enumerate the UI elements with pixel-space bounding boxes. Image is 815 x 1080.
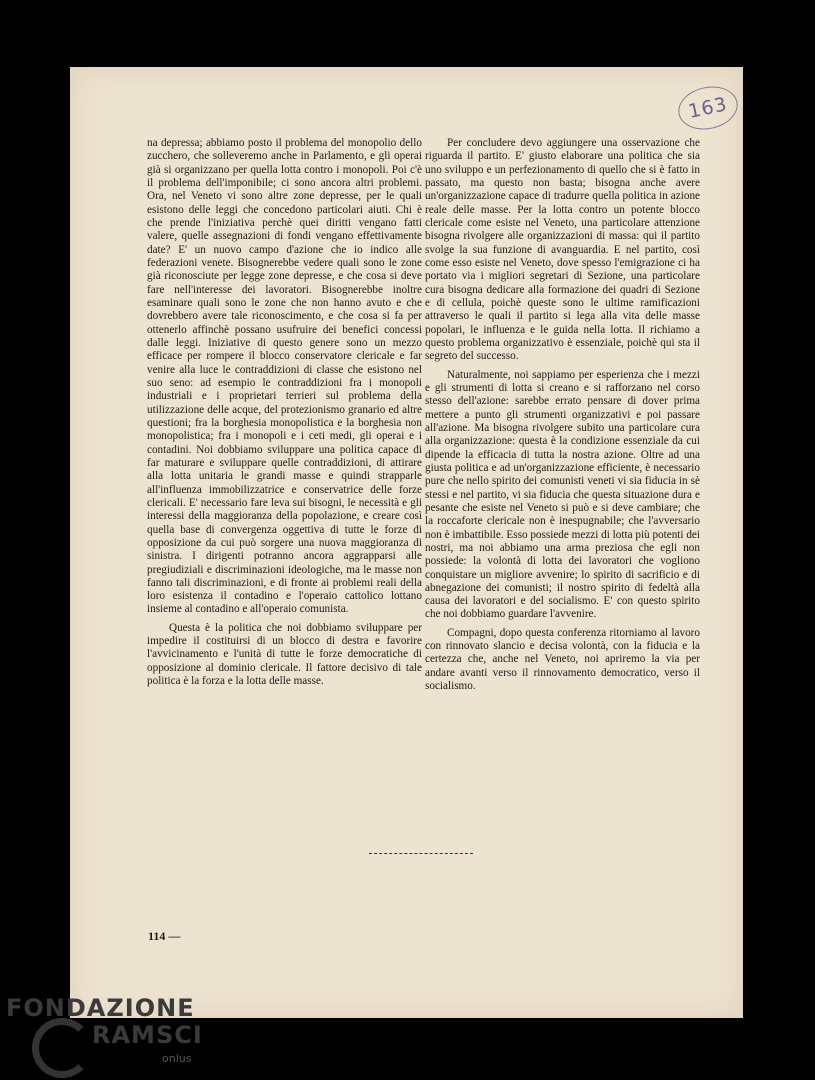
paragraph: na depressa; abbiamo posto il problema del monopolio dello zucchero, che solleveremo anche in Parlamento, e gli operai già si organizzano per quella lotta contro i monopoli. Poi c'è il problema dell'imponibile; ci sono ancora altri problemi. Ora, nel Veneto vi sono altre zone depresse, per le quali esistono delle leggi che concedono particolari aiuti. Chi è che prende l'iniziativa perchè quei diritti vengano fatti valere, quelle assegnazioni di fondi vengano effettivamente date? E' un nuovo campo d'azione che io indico alle federazioni venete. Bisognerebbe vedere quali sono le zone già riconosciute per legge zone depresse, e che cosa si deve fare nell'interesse dei lavoratori. Bisognerebbe inoltre esaminare quali sono le zone che non hanno avuto e che dovrebbero avere tale riconoscimento, e che cosa si fa per ottenerlo affinchè possano usufruire dei benefici concessi dalle leggi. Iniziative di questo genere sono un mezzo efficace per rompere il blocco conservatore clericale e far venire alla luce le contraddizioni di classe che esistono nel suo seno: ad esempio le contraddizioni fra i monopoli industriali e i proprietari terrieri sul problema della utilizzazione delle acque, del protezionismo granario ed altre questioni; fra la borghesia monopolistica e la borghesia non monopolistica; fra i monopoli e i ceti medi, gli operai e i contadini. Noi dobbiamo sviluppare una politica capace di far maturare e sviluppare quelle contraddizioni, di attirare alla lotta unitaria le grandi masse e quindi strapparle all'influenza immobilizzatrice e conservatrice delle forze clericali. E' necessario fare leva sui bisogni, le necessità e gli interessi della maggioranza della popolazione, e creare così quella base di convergenza oggettiva di tutte le forze di opposizione da cui può sorgere una nuova maggioranza di sinistra. I dirigenti potranno ancora aggrapparsi alle pregiudiziali e discriminazioni ideologiche, ma le masse non fanno tali discriminazioni, e di fronte ai problemi reali della loro esistenza il contadino e l'operaio cattolico lottano insieme al contadino e all'operaio comunista. <box>147 137 422 616</box>
watermark-line2: RAMSCI <box>92 1021 203 1049</box>
paragraph: Questa è la politica che noi dobbiamo sviluppare per impedire il costituirsi di un blocco di destra e favorire l'avvicinamento e l'unità di tutte le forze democratiche di opposizione al dominio clericale. Il fattore decisivo di tale politica è la forza e la lotta delle masse. <box>147 621 422 688</box>
watermark-line3: onlus <box>162 1052 192 1065</box>
left-column <box>147 137 422 688</box>
document-page <box>70 67 743 1018</box>
watermark-logo <box>6 994 206 1074</box>
paragraph: Compagni, dopo questa conferenza ritorniamo al lavoro con rinnovato slancio e decisa volontà, con la fiducia e la certezza che, anche nel Veneto, noi apriremo la via per andare avanti verso il rinnovamento democratico, verso il socialismo. <box>425 626 700 693</box>
watermark-line1: FONDAZIONE <box>6 994 195 1022</box>
section-separator <box>369 853 473 854</box>
archive-annotation: 163 <box>674 81 741 135</box>
paragraph: Naturalmente, noi sappiamo per esperienza che i mezzi e gli strumenti di lotta si creano e si rafforzano nel corso stesso dell'azione: sarebbe errato pensare di dover prima mettere a punto gli strumenti organizzativi e poi passare all'azione. Ma bisogna rivolgere subito una particolare cura alla organizzazione: questa è la condizione essenziale da cui dipende la efficacia di tutta la nostra azione. Oltre ad una giusta politica e ad un'organizzazione efficiente, è necessario pure che nello spirito dei comunisti veneti vi sia fiducia in sè stessi e nel partito, vi sia fiducia che questa situazione dura e pesante che esiste nel Veneto si può e si deve cambiare; che la roccaforte clericale non è inespugnabile; che l'avversario non è imbattibile. Esso possiede mezzi di lotta più potenti dei nostri, ma noi abbiamo una arma preziosa che egli non possiede: la volontà di lotta dei lavoratori che vogliono conquistare un migliore avvenire; lo spirito di sacrificio e di abnegazione dei comunisti; il nostro spirito di fedeltà alla causa dei lavoratori e del socialismo. E' con questo spirito che noi dobbiamo guardare l'avvenire. <box>425 368 700 621</box>
right-column <box>425 137 700 693</box>
g-ring-icon <box>32 1018 92 1078</box>
paragraph: Per concludere devo aggiungere una osservazione che riguarda il partito. E' giusto elaborare una politica che sia uno sviluppo e un perfezionamento di quello che si è fatto in passato, ma questo non basta; bisogna anche avere un'organizzazione capace di tradurre quella politica in azione reale delle masse. Per la lotta contro un potente blocco clericale come esiste nel Veneto, una particolare attenzione bisogna rivolgere alle organizzazioni di massa: qui il partito svolge la sua funzione di avanguardia. E nel partito, così come esso esiste nel Veneto, dove spesso l'emigrazione ci ha portato via i migliori segretari di Sezione, una particolare cura bisogna dedicare alla formazione dei quadri di Sezione e di cellula, poichè queste sono le ultime ramificazioni attraverso le quali il partito si lega alla vita delle masse popolari, le influenza e le guida nella lotta. Il richiamo a questo problema organizzativo è essenziale, poichè qui sta il segreto del successo. <box>425 137 700 363</box>
page-number: 114 — <box>148 929 181 943</box>
